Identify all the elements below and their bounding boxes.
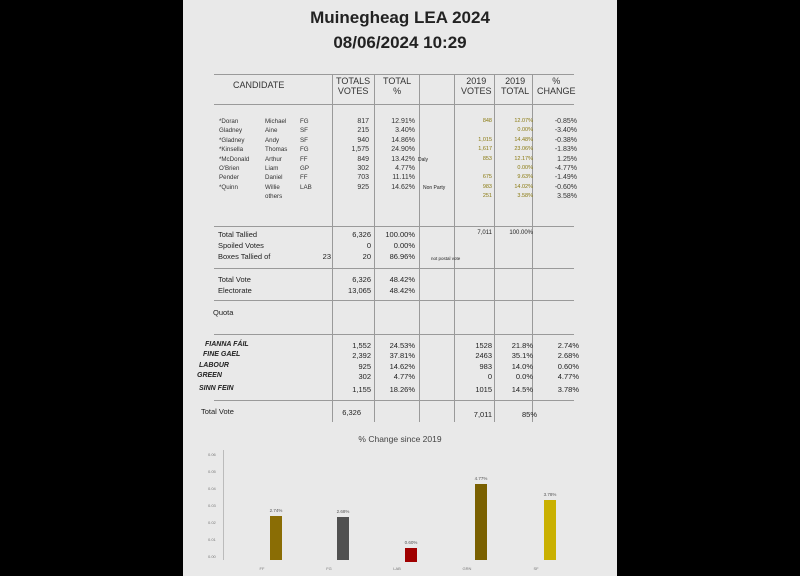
candidate-party: GP [300, 165, 309, 172]
candidate-party: FF [300, 174, 308, 182]
chart-ytick: 0.05 [208, 469, 216, 474]
candidate-party: LAB [300, 183, 312, 191]
note-not-postal: not postal vote [431, 256, 461, 261]
boxes-of: 23 [322, 252, 331, 261]
candidate-change: 3.58% [557, 193, 577, 201]
col-2019-total: 2019 TOTAL [501, 76, 530, 96]
total-vote: 6,326 [352, 275, 371, 284]
party-pct: 18.26% [389, 385, 415, 394]
note-non-party: Non Party [423, 185, 446, 191]
col-pct-change: % CHANGE [537, 76, 576, 96]
party-p2019: 14.0% [511, 362, 533, 371]
candidate-pct: 12.91% [391, 118, 415, 125]
candidate-votes: 849 [357, 155, 369, 163]
note-daly: Daly [418, 157, 429, 163]
candidate-surname: *Gladney [219, 136, 245, 144]
candidate-surname: Pender [219, 174, 239, 182]
chart-data-label: 4.77% [474, 475, 488, 481]
party-votes: 925 [358, 362, 371, 371]
chart-bar [270, 516, 282, 560]
candidate-v2019: 983 [482, 183, 492, 190]
candidate-votes: 925 [357, 183, 369, 191]
candidate-t2019: 3.58% [517, 193, 533, 200]
party-p2019: 14.5% [511, 385, 533, 394]
chart-data-label: 2.74% [269, 508, 283, 514]
candidate-pct: 14.86% [391, 136, 415, 144]
col-totals-votes: TOTALS VOTES [336, 76, 371, 96]
total-tallied-2019: 7,011 [477, 230, 492, 236]
candidate-first: Liam [265, 165, 279, 172]
party-votes: 302 [358, 372, 371, 381]
candidate-pct: 11.11% [392, 174, 415, 182]
candidate-votes: 215 [357, 127, 369, 135]
candidate-change: -0.85% [554, 118, 577, 125]
party-v2019: 0 [487, 372, 492, 381]
candidate-first: Daniel [265, 174, 283, 182]
candidate-pct: 3.40% [395, 127, 415, 135]
candidate-change: -0.38% [554, 136, 577, 144]
candidate-t2019: 14.48% [514, 136, 533, 143]
spoiled-pct: 0.00% [393, 241, 415, 250]
candidate-v2019: 1,617 [478, 146, 492, 153]
candidate-pct: 24.90% [391, 146, 415, 154]
candidate-t2019: 9.63% [517, 174, 533, 181]
total-vote-label: Total Vote [218, 275, 251, 284]
party-p2019: 21.8% [511, 341, 533, 350]
grand-total-label: Total Vote [201, 407, 234, 416]
party-name: FIANNA FÁIL [205, 341, 249, 348]
candidate-t2019: 12.07% [514, 118, 533, 124]
candidate-surname: Gladney [219, 127, 243, 135]
party-v2019: 1015 [475, 385, 492, 394]
chart-ytick: 0.03 [208, 503, 216, 508]
party-change: 0.60% [557, 362, 579, 371]
party-pct: 14.62% [389, 362, 415, 371]
chart-bar [405, 548, 417, 562]
candidate-first: Andy [265, 136, 280, 144]
party-pct: 37.81% [389, 351, 415, 360]
candidate-change: -3.40% [554, 127, 577, 135]
party-v2019: 983 [479, 362, 492, 371]
total-tallied-label: Total Tallied [218, 230, 258, 239]
party-name: SINN FEIN [199, 385, 234, 392]
page-title: Muinegheag LEA 2024 [310, 8, 490, 27]
party-name: LABOUR [199, 362, 229, 369]
candidate-votes: 703 [357, 174, 369, 182]
party-change: 4.77% [557, 372, 579, 381]
party-votes: 1,552 [352, 341, 371, 350]
party-p2019: 0.0% [515, 372, 533, 381]
chart-ytick: 0.06 [208, 452, 216, 457]
chart-x-label: LAB [393, 566, 401, 571]
chart-ytick: 0.01 [208, 537, 216, 542]
grand-total-2019: 7,011 [473, 410, 492, 419]
candidate-first: others [265, 193, 283, 201]
party-change: 3.78% [557, 385, 579, 394]
candidate-v2019: 853 [482, 155, 492, 162]
total-vote-pct: 48.42% [389, 275, 415, 284]
candidate-surname: *Kinsella [219, 146, 244, 154]
chart-data-label: 0.60% [404, 540, 418, 545]
boxes-pct: 86.96% [389, 252, 415, 261]
chart-ytick: 0.04 [208, 486, 216, 491]
candidate-t2019: 0.00% [517, 127, 533, 134]
total-tallied-2019-pct: 100.00% [509, 230, 533, 236]
chart-bar [544, 500, 556, 560]
boxes-label: Boxes Tallied of [218, 252, 271, 261]
candidate-v2019: 675 [482, 174, 492, 181]
party-v2019: 1528 [475, 341, 492, 350]
col-candidate: CANDIDATE [233, 80, 285, 90]
candidate-change: 1.25% [557, 155, 577, 163]
boxes: 20 [362, 252, 371, 261]
party-pct: 24.53% [389, 341, 415, 350]
chart-data-label: 2.68% [336, 509, 350, 515]
candidate-change: -4.77% [554, 165, 577, 172]
electorate-label: Electorate [218, 286, 252, 295]
chart-x-label: FG [326, 566, 332, 571]
chart-ytick: 0.02 [208, 520, 216, 525]
candidate-party: FF [300, 155, 308, 163]
candidate-party: FG [300, 118, 309, 125]
candidate-t2019: 0.00% [517, 165, 533, 171]
party-name: FINE GAEL [203, 351, 241, 358]
candidate-surname: *McDonald [219, 155, 250, 163]
total-tallied-pct: 100.00% [385, 230, 415, 239]
col-2019-votes: 2019 VOTES [461, 76, 492, 96]
candidate-v2019: 251 [482, 193, 492, 200]
candidate-first: Willie [265, 183, 280, 191]
candidate-party: SF [300, 136, 308, 144]
party-change: 2.74% [557, 341, 579, 350]
total-tallied: 6,326 [352, 230, 371, 239]
chart-bar [337, 517, 349, 560]
candidate-votes: 940 [357, 136, 369, 144]
candidate-first: Aine [265, 127, 278, 135]
party-change: 2.68% [557, 351, 579, 360]
chart-y-axis [223, 450, 224, 560]
spoiled-label: Spoiled Votes [218, 241, 264, 250]
document-page [183, 0, 617, 576]
party-p2019: 35.1% [511, 351, 533, 360]
candidate-pct: 13.42% [391, 155, 415, 163]
chart-data-label: 3.78% [543, 491, 557, 497]
candidate-votes: 1,575 [351, 146, 369, 154]
quota-label: Quota [213, 308, 234, 317]
chart-x-label: GRN [462, 566, 472, 571]
candidate-t2019: 12.17% [514, 155, 533, 162]
col-total-pct: TOTAL % [383, 76, 412, 96]
candidate-pct: 14.62% [391, 183, 415, 191]
grand-total-votes: 6,326 [342, 408, 361, 417]
party-name: GREEN [197, 372, 222, 379]
chart-x-label: SF [533, 566, 539, 571]
chart-x-label: FF [259, 566, 265, 571]
chart-title: % Change since 2019 [358, 434, 442, 444]
electorate-pct: 48.42% [389, 286, 415, 295]
candidate-first: Thomas [265, 146, 288, 154]
candidate-change: -1.49% [554, 174, 577, 182]
candidate-first: Michael [265, 118, 287, 125]
chart-ytick: 0.00 [208, 554, 216, 559]
candidate-v2019: 848 [482, 118, 492, 124]
candidate-change: -0.60% [554, 183, 577, 191]
electorate: 13,065 [348, 286, 371, 295]
candidate-pct: 4.77% [395, 165, 415, 172]
candidate-party: FG [300, 146, 309, 154]
candidate-party: SF [300, 127, 308, 135]
party-votes: 2,392 [352, 351, 371, 360]
grand-total-2019-pct: 85% [521, 410, 537, 419]
party-v2019: 2463 [475, 351, 492, 360]
party-votes: 1,155 [352, 385, 371, 394]
candidate-surname: O'Brien [219, 165, 240, 172]
candidate-votes: 302 [357, 165, 369, 172]
candidate-t2019: 23.06% [514, 146, 533, 153]
chart-bar [475, 484, 487, 560]
candidate-votes: 817 [357, 118, 369, 125]
page-datetime: 08/06/2024 10:29 [333, 33, 467, 52]
candidate-surname: *Quinn [219, 183, 238, 191]
candidate-change: -1.83% [554, 146, 577, 154]
party-pct: 4.77% [393, 372, 415, 381]
candidate-t2019: 14.02% [514, 183, 533, 190]
candidate-v2019: 1,015 [478, 136, 492, 143]
spoiled: 0 [366, 241, 371, 250]
candidate-first: Arthur [265, 155, 282, 163]
candidate-surname: *Doran [219, 118, 239, 125]
